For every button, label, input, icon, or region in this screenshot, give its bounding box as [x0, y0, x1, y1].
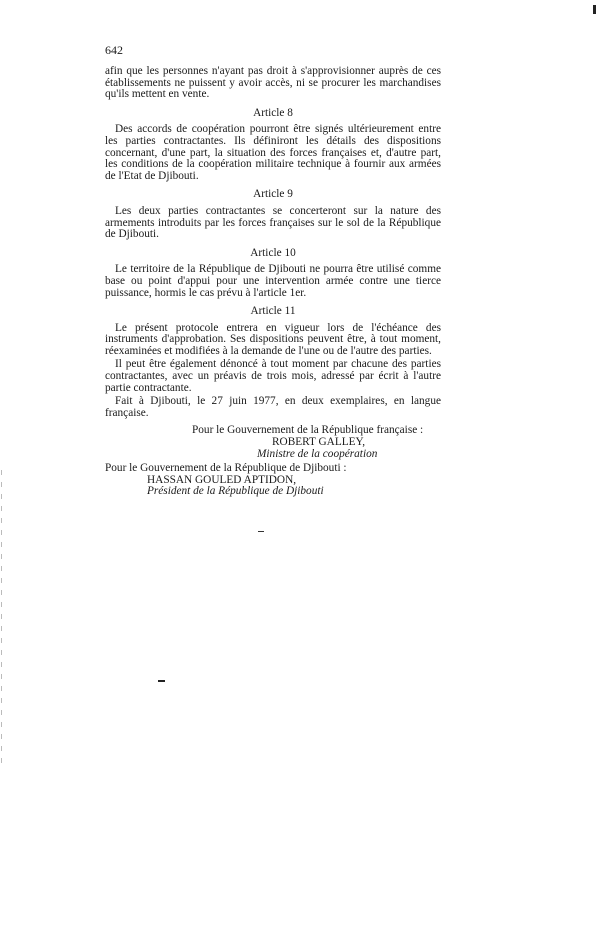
article-8: [105, 108, 441, 183]
article-heading: Article 9: [253, 188, 293, 201]
article-paragraph: Des accords de coopération pourront être signés ultérieurement entre les parties contractantes. Ils définiront les détails des dispositions concernant, d'une part, la situation des forces françaises et, d'autre part, les conditions de la coopération militaire technique à fournir aux armées de l'Etat de Djibouti.: [105, 123, 441, 182]
article-paragraph: Le territoire de la République de Djibouti ne pourra être utilisé comme base ou point d'appui pour une intervention armée contre une tierce puissance, hormis le cas prévu à l'article 1er.: [105, 263, 441, 299]
signatory-name: HASSAN GOULED APTIDON,: [147, 473, 297, 486]
article-9: [105, 189, 441, 240]
article-heading: Article 10: [250, 246, 296, 259]
print-dash-mark: [258, 531, 264, 532]
signatory-name: ROBERT GALLEY,: [272, 436, 366, 449]
article-heading: Article 11: [250, 305, 296, 318]
article-paragraph: Il peut être également dénoncé à tout moment par chacune des parties contractantes, avec un préavis de trois mois, adressé par écrit à l'autre partie contractante.: [105, 358, 441, 394]
print-dash-mark: [158, 680, 165, 682]
scan-margin-dots: [1, 470, 2, 770]
signatory-title: Président de la République de Djibouti: [147, 485, 324, 498]
signature-intro: Pour le Gouvernement de la République française :: [192, 424, 424, 437]
article-11: [105, 306, 441, 419]
document-body: [105, 66, 441, 498]
article-paragraph: Les deux parties contractantes se concerteront sur la nature des armements introduits par les forces françaises sur le sol de la République de Djibouti.: [105, 204, 441, 241]
intro-paragraph: afin que les personnes n'ayant pas droit à s'approvisionner auprès de ces établissements ne puissent y avoir accès, ni se procurer les marchandises qu'ils mettent en vente.: [105, 65, 441, 101]
signature-intro: Pour le Gouvernement de la République de Djibouti :: [105, 462, 347, 475]
signatory-title: Ministre de la coopération: [257, 447, 378, 460]
signature-block-djibouti: [105, 463, 441, 498]
page-number: 642: [105, 43, 123, 57]
article-heading: Article 8: [253, 106, 293, 119]
article-10: [105, 248, 441, 299]
article-paragraph: Le présent protocole entrera en vigueur lors de l'échéance des instruments d'approbation. Ses dispositions peuvent être, à tout moment, réexaminées et modifiées à la demande de l'une ou de l'autre des parties.: [105, 321, 441, 357]
signature-block-france: [105, 425, 441, 460]
article-paragraph: Fait à Djibouti, le 27 juin 1977, en deux exemplaires, en langue française.: [105, 395, 441, 419]
